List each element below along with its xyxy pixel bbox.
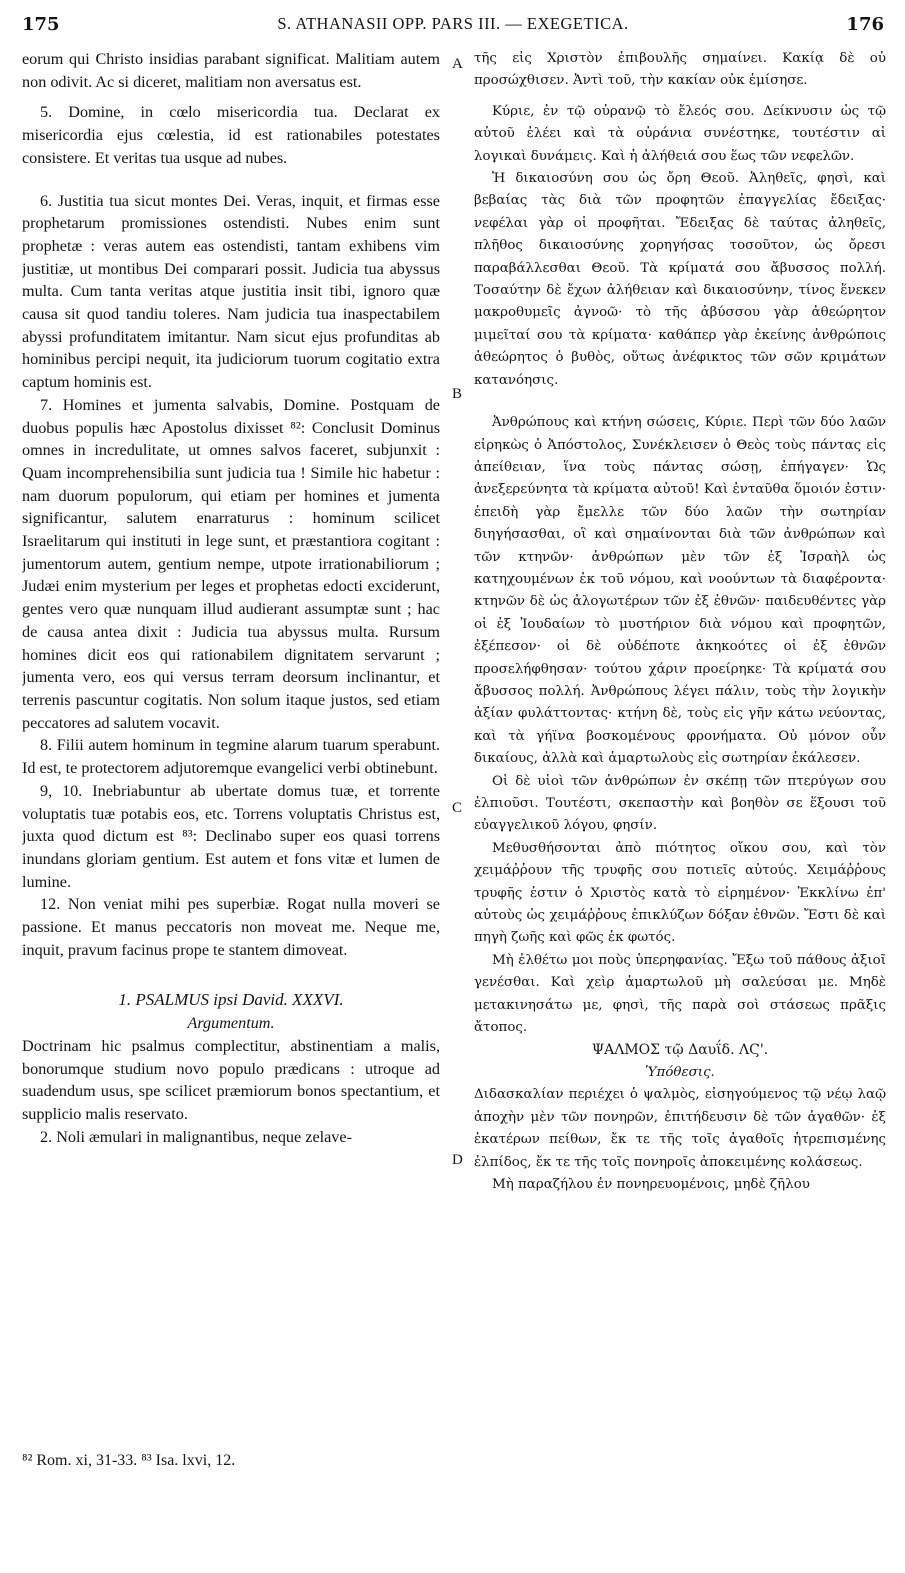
greek-paragraph: Διδασκαλίαν περιέχει ὁ ψαλμὸς, εἰσηγούμενος τῷ νέῳ λαῷ ἀποχὴν μὲν τῶν πονηρῶν, ἐπιτήδευσιν δὲ τῶν ἀγαθῶν· ἐξ ἑκατέρων πείθων, ἔκ τε τῆς τοῖς ἀγαθοῖς ἡτρεπισμένης ἐλπίδος, ἔκ τε τῆς τοῖς πονηροῖς ἀποκειμένης κολάσεως.	[474, 1087, 886, 1170]
latin-column	[22, 48, 440, 1463]
latin-paragraph: 2. Noli æmulari in malignantibus, neque zelave-	[40, 1127, 352, 1146]
latin-paragraph: Doctrinam hic psalmus complectitur, abstinentiam a malis, bonorumque studium novo populo prædicans : utroque ad suadendum usus, spe scilicet præmiorum bonos spectantium, et supplicio malis reservato.	[22, 1036, 440, 1123]
greek-paragraph: Μὴ ἐλθέτω μοι ποὺς ὑπερηφανίας. Ἔξω τοῦ πάθους ἀξιοῖ γενέσθαι. Καὶ χεὶρ ἁμαρτωλοῦ μὴ σαλεύσαι με. Μηδὲ μετακινησάτω με, φησὶ, τῆς παρὰ σοὶ στάσεως πρᾶξις ἄτοπος.	[474, 952, 886, 1036]
margin-letter-c: C	[452, 800, 463, 816]
page-header	[22, 14, 884, 40]
latin-paragraph: 12. Non veniat mihi pes superbiæ. Rogat nulla moveri se passione. Et manus peccatoris non moveat me. Neque me, inquit, pravum facinus prope te stantem dimoveat.	[22, 895, 440, 959]
latin-paragraph: 5. Domine, in cœlo misericordia tua. Declarat ex misericordia ejus cœlestia, id est rationabiles potestates consistere. Et veritas tua usque ad nubes.	[22, 103, 440, 167]
latin-paragraph: 7. Homines et jumenta salvabis, Domine. Postquam de duobus populis hæc Apostolus dixisset ⁸²: Conclusit Dominus omnes in incredulitate, ut omnes salvos faceret, subjunxit : Quam incomprehensibilia sunt judicia tua ! Simile hic habetur : nam duorum populorum, qui etiam per homines et jumenta significantur, salutem enarraturus : hominum scilicet Israelitarum qui instituti in lege sunt, et præstantiora cogitant : jumentorum autem, gentium nempe, utpote irrationabiliorum ; Judæi enim mysterium per leges et prophetas edocti exciderunt, gentes vero quæ nunquam illud audierant assumptæ sunt ; hac de causa antea dixit : Judicia tua abyssus multa. Rursum homines dicit eos qui rationabilem dignitatem servarunt ; jumenta vero, eos qui versus terram deorsum inclinantur, et terrenis pascuntur cogitatis. Non solum itaque justos, sed etiam peccatores ad salutem vocavit.	[22, 395, 440, 732]
latin-paragraph: 8. Filii autem hominum in tegmine alarum tuarum sperabunt. Id est, te protectorem adjutoremque evangelici verbi obtinebunt.	[22, 736, 440, 778]
latin-paragraph: 6. Justitia tua sicut montes Dei. Veras, inquit, et firmas esse prophetarum promissiones ostendisti. Nubes enim sunt prophetæ : veras autem eas ostendisti, tantam exhibens vim justitiæ, ut montibus Dei comparari possit. Judicia tua abyssus multa. Cum tanta veritas atque justitia insit tibi, ignoro quæ causa sit quod tandiu toleres. Nam judicia tua inaspectabilem abyssi profunditatem imitantur. Nam sicut ejus profunditas ab hominibus percipi nequit, ita judiciorum tuorum cogitatio extra captum hominis est.	[22, 191, 440, 392]
latin-paragraph: eorum qui Christo insidias parabant significat. Malitiam autem non odivit. Ac si diceret, malitiam non aversatus est.	[22, 50, 440, 91]
greek-paragraph: Μὴ παραζήλου ἐν πονηρευομένοις, μηδὲ ζῆλου	[492, 1176, 810, 1192]
margin-letter-a: A	[452, 56, 463, 72]
greek-paragraph: τῆς εἰς Χριστὸν ἐπιβουλῆς σημαίνει. Κακίᾳ δὲ οὐ προσώχθισεν. Ἀντὶ τοῦ, τὴν κακίαν οὐκ ἐμίσησε.	[474, 51, 886, 89]
latin-paragraph: 9, 10. Inebriabuntur ab ubertate domus tuæ, et torrente voluptatis tuæ potabis eos, etc. Torrens voluptatis Christus est, juxta quod dictum est ⁸³: Declinabo super eos quasi torrens inundans gloriam gentium. Est autem et fons vitæ et lumen de lumine.	[22, 781, 440, 891]
hypothesis-heading: Ὑπόθεσις.	[645, 1064, 715, 1080]
greek-paragraph: Ἀνθρώπους καὶ κτήνη σώσεις, Κύριε. Περὶ τῶν δύο λαῶν εἰρηκὼς ὁ Ἀπόστολος, Συνέκλεισεν ὁ Θεὸς τοὺς πάντας εἰς ἀπείθειαν, ἵνα τοὺς πάντας σώσῃ, ἐπήγαγεν· Ὡς ἀνεξερεύνητα τὰ κρίματα αὐτοῦ! Καὶ ἐνταῦθα ὅμοιόν ἐστιν· ἐπειδὴ γὰρ ἔμελλε τῶν δύο λαῶν τὴν σωτηρίαν διηγήσασθαι, οἳ καὶ σημαίνονται διὰ τῶν ἀνθρώπων καὶ τῶν κτηνῶν· ἀνθρώπων μὲν τῶν ἐξ Ἰσραὴλ ὡς κατηχουμένων ἐκ τοῦ νόμου, καὶ νοούντων τὰ διαφέροντα· κτηνῶν δὲ ὡς ἀλογωτέρων τῶν ἐξ ἐθνῶν· παιδευθέντες γὰρ οἱ ἐξ Ἰουδαίων τὸ μυστήριον διὰ νόμου καὶ προφητῶν, ἐξέπεσον· οἱ δὲ οὐδέποτε ἀκηκοότες οἱ ἐξ ἐθνῶν προσελήφθησαν· τούτου χάριν προείρηκε· Τὰ κρίματά σου ἄβυσσος πολλή. Ἀνθρώπους λέγει πάλιν, τοὺς τὴν λογικὴν ἀξίαν φυλάττοντας· κτήνη δὲ, τοὺς εἰς γῆν κάτω νεύοντας, καὶ τὰ γήϊνα βοσκομένους φρονήματα. Οὐ μόνον οὖν δικαίους, ἀλλὰ καὶ ἁμαρτωλοὺς εἰς σωτηρίαν ἐκάλεσεν.	[474, 415, 886, 767]
greek-paragraph: Οἱ δὲ υἱοὶ τῶν ἀνθρώπων ἐν σκέπῃ τῶν πτερύγων σου ἐλπιοῦσι. Τουτέστι, σκεπαστὴν καὶ βοηθὸν σε ἕξουσι τοῦ εὐαγγελικοῦ λόγου, φησίν.	[474, 773, 886, 834]
footnotes: ⁸² Rom. xi, 31-33. ⁸³ Isa. lxvi, 12.	[22, 1452, 236, 1469]
page-number-right: 176	[846, 14, 884, 35]
greek-paragraph: Κύριε, ἐν τῷ οὐρανῷ τὸ ἔλεός σου. Δείκνυσιν ὡς τῷ αὐτοῦ ἐλέει καὶ τὰ οὐράνια συνέστηκε, τουτέστιν αἱ λογικαὶ δυνάμεις. Καὶ ἡ ἀλήθειά σου ἕως τῶν νεφελῶν.	[474, 103, 886, 164]
greek-paragraph: Μεθυσθήσονται ἀπὸ πιότητος οἴκου σου, καὶ τὸν χειμάῤῥουν τῆς τρυφῆς σου ποτιεῖς αὐτούς. Χειμάῤῥους τρυφῆς ἐστιν ὁ Χριστὸς κατὰ τὸ εἰρημένον· Ἐκκλίνω ἐπ' αὐτοὺς ὡς χειμάῤῥους ἐπικλύζων δόξαν ἐθνῶν. Ἔστι δὲ καὶ πηγὴ ζωῆς καὶ φῶς ἐκ φωτός.	[474, 840, 886, 946]
psalm-title-latin: 1. PSALMUS ipsi David. XXXVI.	[118, 990, 344, 1010]
greek-column	[474, 48, 886, 1463]
margin-letter-b: B	[452, 386, 463, 402]
running-title: S. ATHANASII OPP. PARS III. — EXEGETICA.	[277, 14, 629, 33]
margin-letter-d: D	[452, 1152, 463, 1168]
greek-paragraph: Ἡ δικαιοσύνη σου ὡς ὄρη Θεοῦ. Ἀληθεῖς, φησὶ, καὶ βεβαίας τὰς διὰ τῶν προφητῶν ἐπαγγελίας ἔδειξας· νεφέλαι γὰρ οἱ προφῆται. Ἔδειξας δὲ ταύτας ἀληθεῖς, πλῆθος δικαιοσύνης χορηγήσας τοσοῦτον, ὡς ὄρεσι παραβάλλεσθαι Θεοῦ. Τὰ κρίματά σου ἄβυσσος πολλή. Τοσαύτην δὲ ἔχων ἀλήθειαν καὶ δικαιοσύνην, τίνος ἕνεκεν μακροθυμεῖς ἀγνοῶ· τὸ τῆς ἀβύσσου γὰρ ἀθεώρητον μιμεῖταί σου τὰ κρίματα· καθάπερ γὰρ ἐκείνης ἀνθρώποις ἀθεώρητος ὁ βυθὸς, οὕτως ἀνέφικτος τῶν σῶν κριμάτων κατανόησις.	[474, 171, 886, 388]
psalm-title-greek: ΨΑΛΜΟΣ τῷ Δαυΐδ. ΛϚ'.	[591, 1042, 769, 1059]
argumentum-heading: Argumentum.	[187, 1014, 275, 1033]
page-number-left: 175	[22, 14, 60, 35]
